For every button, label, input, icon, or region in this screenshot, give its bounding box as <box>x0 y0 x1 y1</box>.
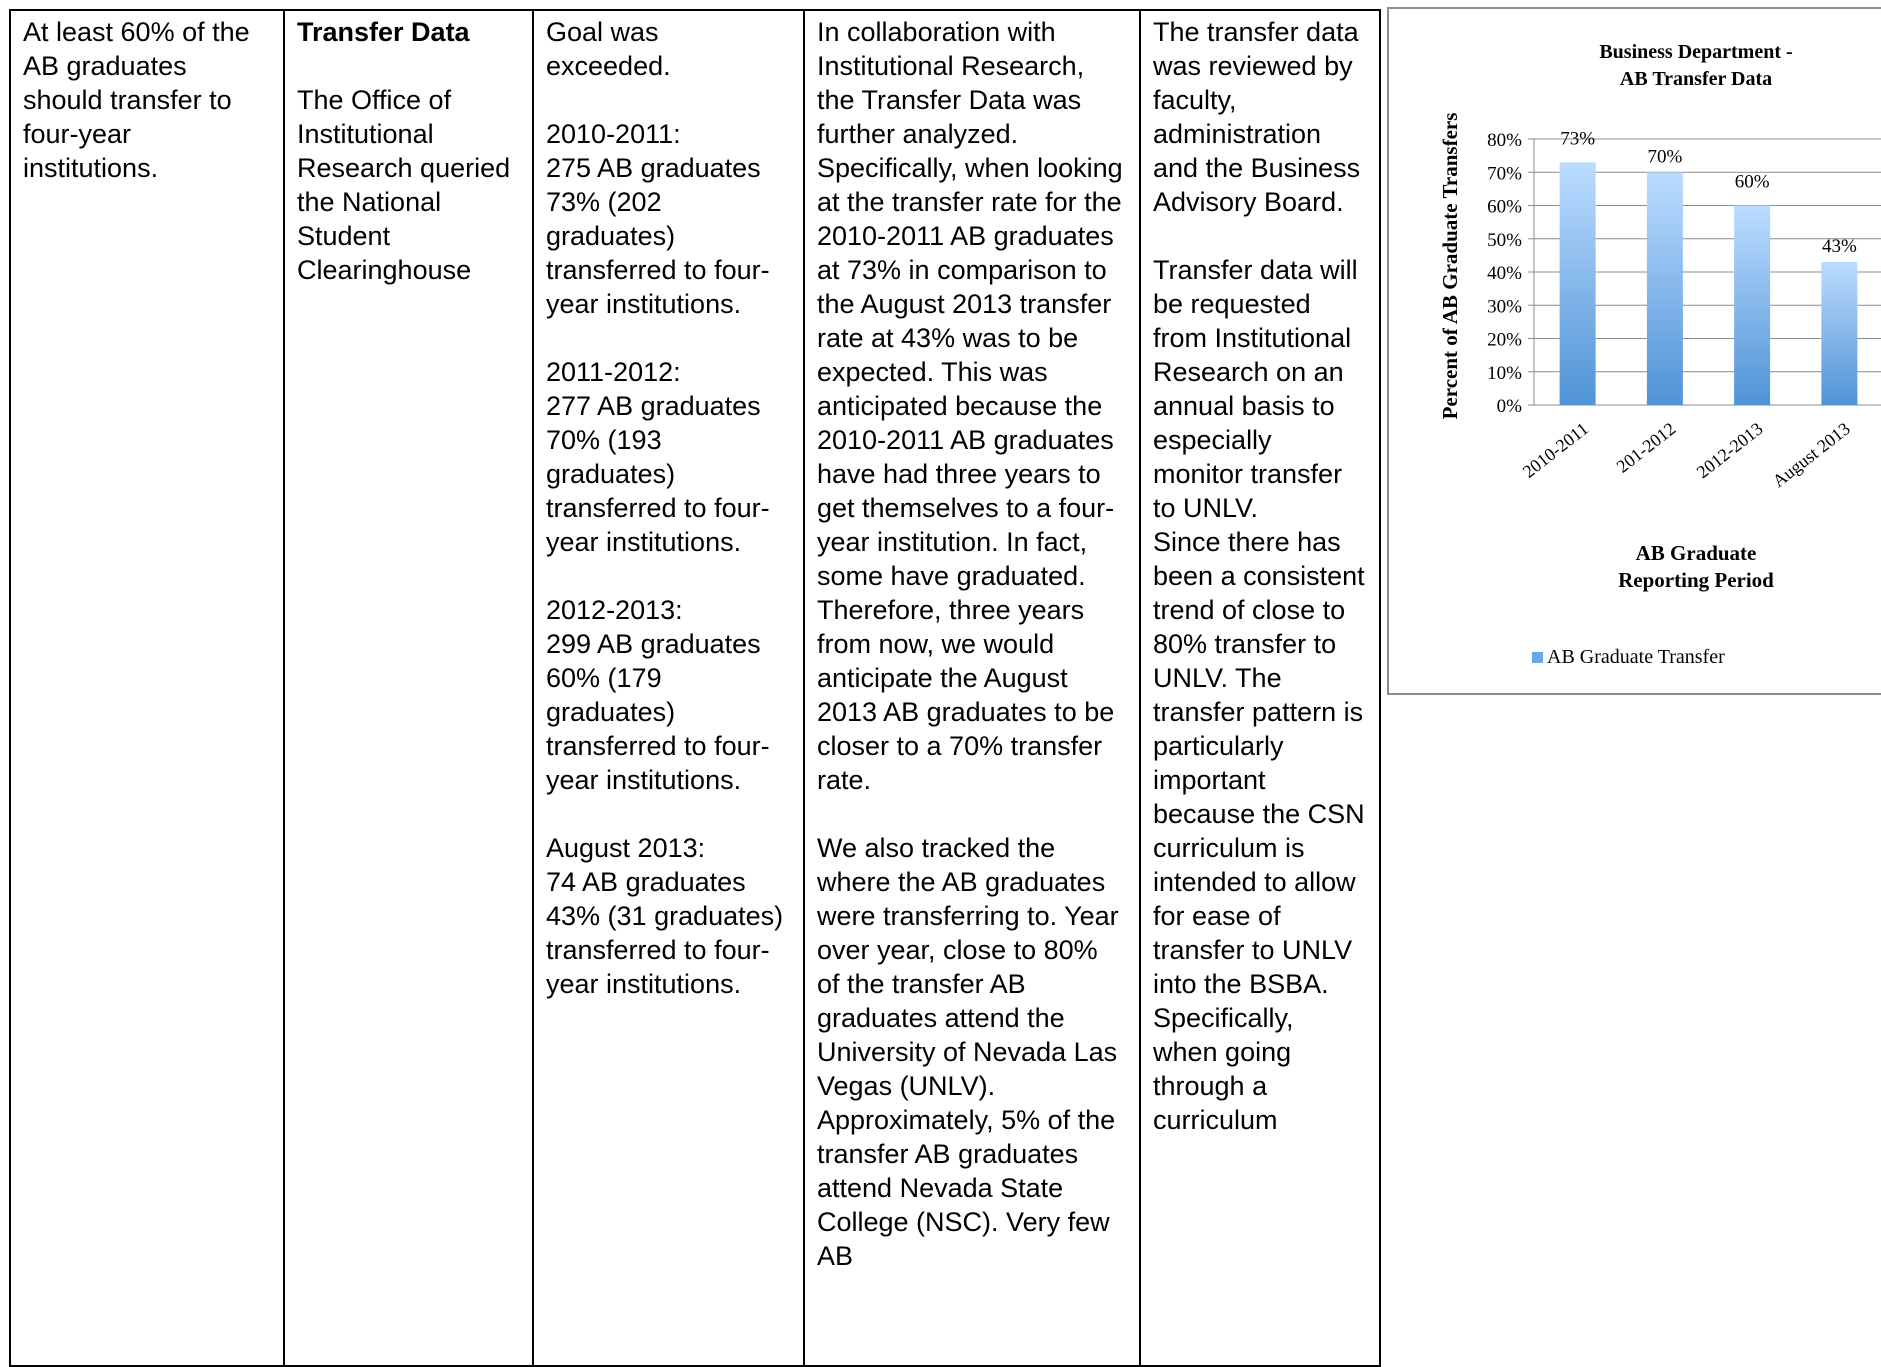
y-tick-label: 80% <box>1487 130 1522 151</box>
x-tick-label: August 2013 <box>1768 418 1854 492</box>
x-axis-label-line2: Reporting Period <box>1618 568 1774 592</box>
action-cell: The transfer data was reviewed by faculty, administration and the Business Advisory Board. Transfer data will be requested from Institutional Research on an annual basis to especially monitor transfer to UNLV. Since there has been a consistent trend of close to 80% transfer to UNLV. The transfer pattern is particularly important because the CSN curriculum is intended to allow for ease of transfer to UNLV into the BSBA. Specifically, when going through a curriculum <box>1140 10 1380 1366</box>
legend-label: AB Graduate Transfer <box>1547 646 1725 668</box>
analysis-cell: In collaboration with Institutional Research, the Transfer Data was further analyzed. Specifically, when looking at the transfer rate for the 2010-2011 AB graduates at 73% in comparison to the August 2013 transfer rate at 43% was to be expected. This was anticipated because the 2010-2011 AB graduates have had three years to get themselves to a four-year institution. In fact, some have graduated. Therefore, three years from now, we would anticipate the August 2013 AB graduates to be closer to a 70% transfer rate. We also tracked the where the AB graduates were transferring to. Year over year, close to 80% of the transfer AB graduates attend the University of Nevada Las Vegas (UNLV). Approximately, 5% of the transfer AB graduates attend Nevada State College (NSC). Very few AB <box>804 10 1140 1366</box>
measure-description: The Office of Institutional Research queried the National Student Clearinghouse <box>297 85 511 285</box>
bar <box>1560 162 1596 405</box>
assessment-table <box>9 9 1381 1367</box>
transfer-chart <box>1387 7 1881 695</box>
bar <box>1734 206 1770 406</box>
data-label: 60% <box>1734 171 1770 193</box>
y-tick-label: 30% <box>1487 296 1522 318</box>
chart-bars <box>1560 162 1858 405</box>
legend-swatch <box>1532 652 1543 663</box>
y-tick-label: 20% <box>1487 329 1522 351</box>
table-row <box>10 10 1380 1366</box>
y-tick-label: 60% <box>1487 196 1522 218</box>
chart-title-line1: Business Department - <box>1599 41 1793 63</box>
x-axis-label-line1: AB Graduate <box>1635 541 1757 565</box>
y-tick-label: 50% <box>1487 229 1522 251</box>
results-cell: Goal was exceeded. 2010-2011: 275 AB graduates 73% (202 graduates) transferred to four-year institutions. 2011-2012: 277 AB graduates 70% (193 graduates) transferred to four-year institutions. 2012-2013: 299 AB graduates 60% (179 graduates) transferred to four-year institutions. August 2013: 74 AB graduates 43% (31 graduates) transferred to four-year institutions. <box>533 10 804 1366</box>
data-label: 70% <box>1647 146 1683 168</box>
y-tick-label: 70% <box>1487 163 1522 185</box>
y-tick-label: 40% <box>1487 263 1522 284</box>
y-tick-label: 0% <box>1496 396 1522 417</box>
data-label: 73% <box>1560 128 1596 150</box>
y-tick-label: 10% <box>1487 362 1522 384</box>
measure-cell <box>284 10 533 1366</box>
x-tick-label: 2012-2013 <box>1692 418 1767 483</box>
data-label: 43% <box>1821 236 1857 258</box>
chart-svg <box>1389 9 1881 693</box>
x-tick-label: 201-2012 <box>1612 418 1680 477</box>
y-axis-label: Percent of AB Graduate Transfers <box>1438 112 1462 420</box>
outcome-cell: At least 60% of the AB graduates should transfer to four-year institutions. <box>10 10 284 1366</box>
measure-title: Transfer Data <box>297 17 470 47</box>
x-axis-ticks <box>1519 418 1854 491</box>
y-axis-ticks <box>1487 130 1522 417</box>
bar <box>1647 172 1683 405</box>
x-tick-label: 2010-2011 <box>1518 418 1593 482</box>
chart-title-line2: AB Transfer Data <box>1619 68 1773 90</box>
chart-data-labels <box>1560 128 1857 257</box>
bar <box>1821 262 1857 405</box>
